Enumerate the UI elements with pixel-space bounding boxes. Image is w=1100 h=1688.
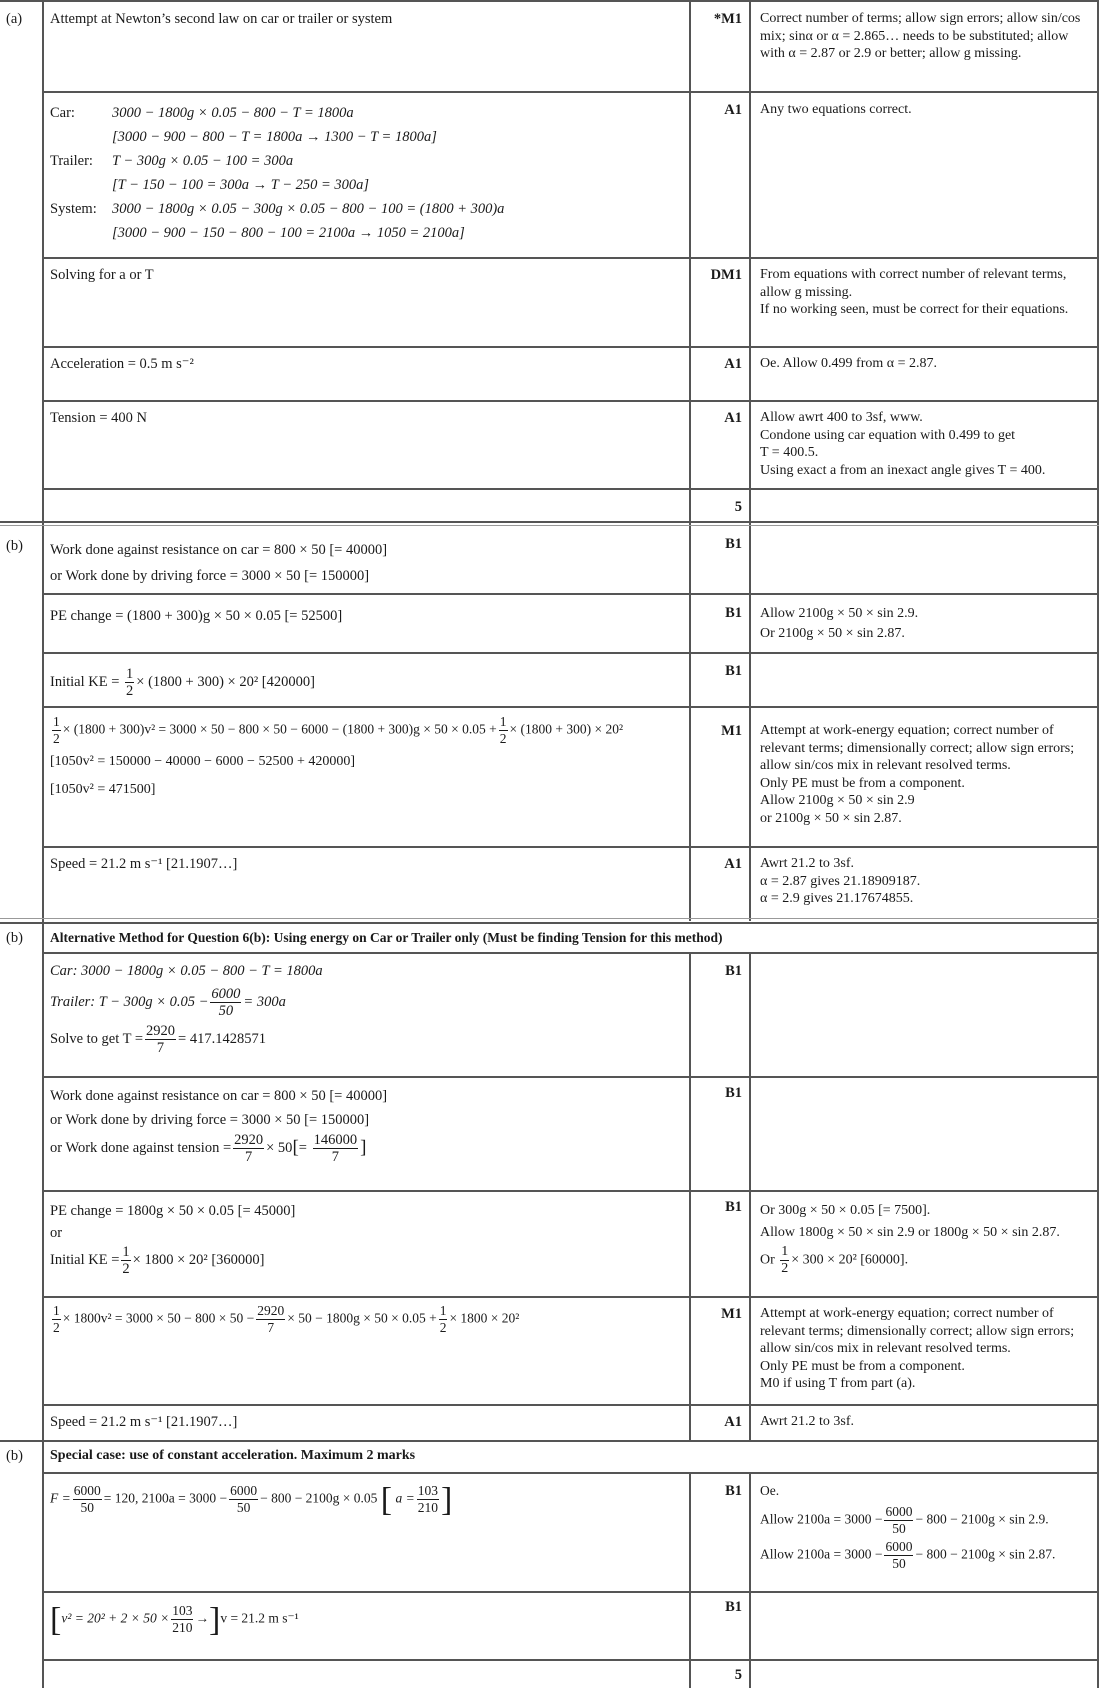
working-speed: Speed = 21.2 m s⁻¹ [21.1907…]	[50, 856, 238, 872]
working-acceleration: Acceleration = 0.5 m s⁻²	[50, 356, 194, 372]
mark-code: M1	[721, 723, 742, 739]
working-alt-work-done: Work done against resistance on car = 800 × 50 [= 40000] or Work done by driving force = 3000 × 50 [= 150000] or Work done against tension = $\frac{2920}{7}$ × 50[= $\frac{146000}{7}$ ]	[50, 1088, 388, 1165]
equation-trailer-simplified: [T − 150 − 100 = 300a → T − 250 = 300a]	[112, 177, 370, 193]
mark-code: A1	[724, 410, 742, 426]
equation-car: 3000 − 1800g × 0.05 − 800 − T = 1800a	[112, 105, 354, 121]
guidance-line: α = 2.87 gives 21.18909187.	[760, 873, 921, 889]
working-equations	[50, 101, 680, 245]
guidance-note	[760, 409, 1096, 479]
equation-system-simplified: [3000 − 900 − 150 − 800 − 100 = 2100a → 1050 = 2100a]	[112, 225, 465, 241]
guidance-line: Attempt at work-energy equation; correct number of relevant terms; dimensionally correct; allow sign errors; allow sin/cos mix in relevant resolved terms.	[760, 723, 1075, 773]
mark-code: B1	[725, 605, 742, 621]
guidance-line: Using exact a from an inexact angle gives T = 400.	[760, 462, 1046, 478]
mark-code: B1	[725, 536, 742, 552]
label-system: System:	[50, 201, 97, 217]
equation-trailer: T − 300g × 0.05 − 100 = 300a	[112, 153, 294, 169]
guidance-note: Any two equations correct.	[760, 102, 912, 117]
working-energy-equation: $\frac{1}{2}$ × (1800 + 300)v² = 3000 × 50 − 800 × 50 − 6000 − (1800 + 300)g × 50 × 0.05 + $\frac{1}{2}$ × (1800 + 300) × 20² [1050v² = 150000 − 40000 − 6000 − 52500 + 420000] [1050v² = 471500]	[50, 714, 690, 799]
guidance-note	[760, 604, 1096, 644]
mark-code: DM1	[710, 267, 742, 283]
mark-code: B1	[725, 663, 742, 679]
guidance-line: Awrt 21.2 to 3sf.	[760, 856, 854, 871]
working-alt-equations: Car: 3000 − 1800g × 0.05 − 800 − T = 1800a Trailer: T − 300g × 0.05 − $\frac{6000}{50}$ = 300a Solve to get T = $\frac{2920}{7}$ = 417.1428571	[50, 962, 680, 1056]
guidance-line: Allow 2100g × 50 × sin 2.9	[760, 793, 915, 808]
energy-equation-step2: [1050v² = 471500]	[50, 782, 156, 797]
fraction-half: $\frac{1}{2}$	[126, 666, 134, 699]
energy-equation-step1: [1050v² = 150000 − 40000 − 6000 − 52500 + 420000]	[50, 754, 355, 769]
equation-system: 3000 − 1800g × 0.05 − 300g × 0.05 − 800 − 100 = (1800 + 300)a	[112, 201, 505, 217]
guidance-line: Only PE must be from a component.	[760, 775, 965, 791]
part-label-alt: (b)	[6, 930, 23, 946]
mark-code: B1	[725, 1199, 742, 1215]
working-solving: Solving for a or T	[50, 267, 154, 283]
mark-code: B1	[725, 1599, 742, 1615]
alt-method-header: Alternative Method for Question 6(b): Using energy on Car or Trailer only (Must be finding Tension for this method)	[50, 930, 723, 945]
mark-code: A1	[724, 856, 742, 872]
guidance-note: Correct number of terms; allow sign errors; allow sin/cos mix; sinα or α = 2.865… needs to be substituted; allow with α = 2.87 or 2.9 or better; allow g missing.	[760, 11, 1081, 61]
working-alt-energy-equation: $\frac{1}{2}$ × 1800v² = 3000 × 50 − 800 × 50 − $\frac{2920}{7}$ × 50 − 1800g × 50 × 0.05 + $\frac{1}{2}$ × 1800 × 20²	[53, 1303, 520, 1335]
guidance-note: Oe. Allow 0.499 from α = 2.87.	[760, 356, 937, 371]
alt-car-equation: Car: 3000 − 1800g × 0.05 − 800 − T = 1800a	[50, 963, 323, 979]
guidance-note: Oe. Allow 2100a = 3000 − $\frac{6000}{50}$ − 800 − 2100g × sin 2.9. Allow 2100a = 3000 − $\frac{6000}{50}$ − 800 − 2100g × sin 2.87.	[760, 1483, 1056, 1571]
working-pe-change: PE change = (1800 + 300)g × 50 × 0.05 [= 52500]	[50, 608, 343, 624]
part-label-a: (a)	[6, 11, 23, 27]
guidance-line: Or 2100g × 50 × sin 2.87.	[760, 626, 905, 641]
working-tension: Tension = 400 N	[50, 410, 147, 426]
total-marks-a: 5	[734, 499, 742, 515]
mark-code: B1	[725, 963, 742, 979]
energy-equation-tail: × (1800 + 300) × 20²	[509, 721, 624, 737]
working-alt-pe-ke: PE change = 1800g × 50 × 0.05 [= 45000] or Initial KE = $\frac{1}{2}$ × 1800 × 20² [360000]	[50, 1203, 296, 1277]
special-case-header: Special case: use of constant acceleration. Maximum 2 marks	[50, 1448, 416, 1463]
total-marks-b: 5	[734, 1667, 742, 1683]
guidance-note: Awrt 21.2 to 3sf.	[760, 1414, 854, 1429]
label-car: Car:	[50, 105, 75, 121]
mark-code: B1	[725, 1483, 742, 1499]
guidance-line: α = 2.9 gives 21.17674855.	[760, 891, 914, 906]
guidance-line: From equations with correct number of relevant terms, allow g missing.	[760, 267, 1067, 300]
ke-prefix: Initial KE =	[50, 673, 124, 690]
working-newton-attempt: Attempt at Newton’s second law on car or trailer or system	[50, 11, 393, 27]
mark-code: B1	[725, 1085, 742, 1101]
working-work-done	[50, 537, 680, 589]
work-done-resistance: Work done against resistance on car = 800 × 50 [= 40000]	[50, 542, 388, 558]
working-special-velocity: [v² = 20² + 2 × 50 × $\frac{103}{210}$ →]v = 21.2 m s⁻¹	[50, 1601, 299, 1639]
guidance-line: Allow 2100g × 50 × sin 2.9.	[760, 606, 919, 621]
mark-code: A1	[724, 102, 742, 118]
guidance-note	[760, 722, 1096, 827]
label-trailer: Trailer:	[50, 153, 93, 169]
work-done-driving: or Work done by driving force = 3000 × 50 [= 150000]	[50, 568, 370, 584]
mark-code: A1	[724, 1414, 742, 1430]
guidance-line: Allow awrt 400 to 3sf, www.	[760, 410, 923, 425]
guidance-note	[760, 266, 1096, 319]
mark-code: *M1	[713, 11, 742, 27]
guidance-line: If no working seen, must be correct for their equations.	[760, 302, 1069, 317]
energy-equation-main: × (1800 + 300)v² = 3000 × 50 − 800 × 50 − 6000 − (1800 + 300)g × 50 × 0.05 +	[62, 721, 497, 737]
working-initial-ke	[50, 666, 680, 699]
working-alt-speed: Speed = 21.2 m s⁻¹ [21.1907…]	[50, 1414, 238, 1430]
guidance-line: or 2100g × 50 × sin 2.87.	[760, 810, 902, 826]
guidance-note: Attempt at work-energy equation; correct number of relevant terms; dimensionally correct; allow sign errors; allow sin/cos mix in relevant resolved terms. Only PE must be from a component. M0 if using T from part (a).	[760, 1306, 1075, 1391]
guidance-note	[760, 855, 1096, 908]
equation-car-simplified: [3000 − 900 − 800 − T = 1800a → 1300 − T = 1800a]	[112, 129, 437, 145]
part-label-b: (b)	[6, 538, 23, 554]
guidance-line: Condone using car equation with 0.499 to get	[760, 427, 1016, 443]
working-special-force: F = $\frac{6000}{50}$ = 120, 2100a = 3000 − $\frac{6000}{50}$ − 800 − 2100g × 0.05 [ a = $\frac{103}{210}$ ]	[50, 1481, 453, 1519]
part-label-special: (b)	[6, 1448, 23, 1464]
ke-suffix: × (1800 + 300) × 20² [420000]	[136, 673, 315, 690]
mark-code: M1	[721, 1306, 742, 1322]
guidance-line: T = 400.5.	[760, 445, 819, 460]
guidance-note: Or 300g × 50 × 0.05 [= 7500]. Allow 1800g × 50 × sin 2.9 or 1800g × 50 × sin 2.87. Or $\frac{1}{2}$ × 300 × 20² [60000].	[760, 1203, 1060, 1276]
mark-code: A1	[724, 356, 742, 372]
